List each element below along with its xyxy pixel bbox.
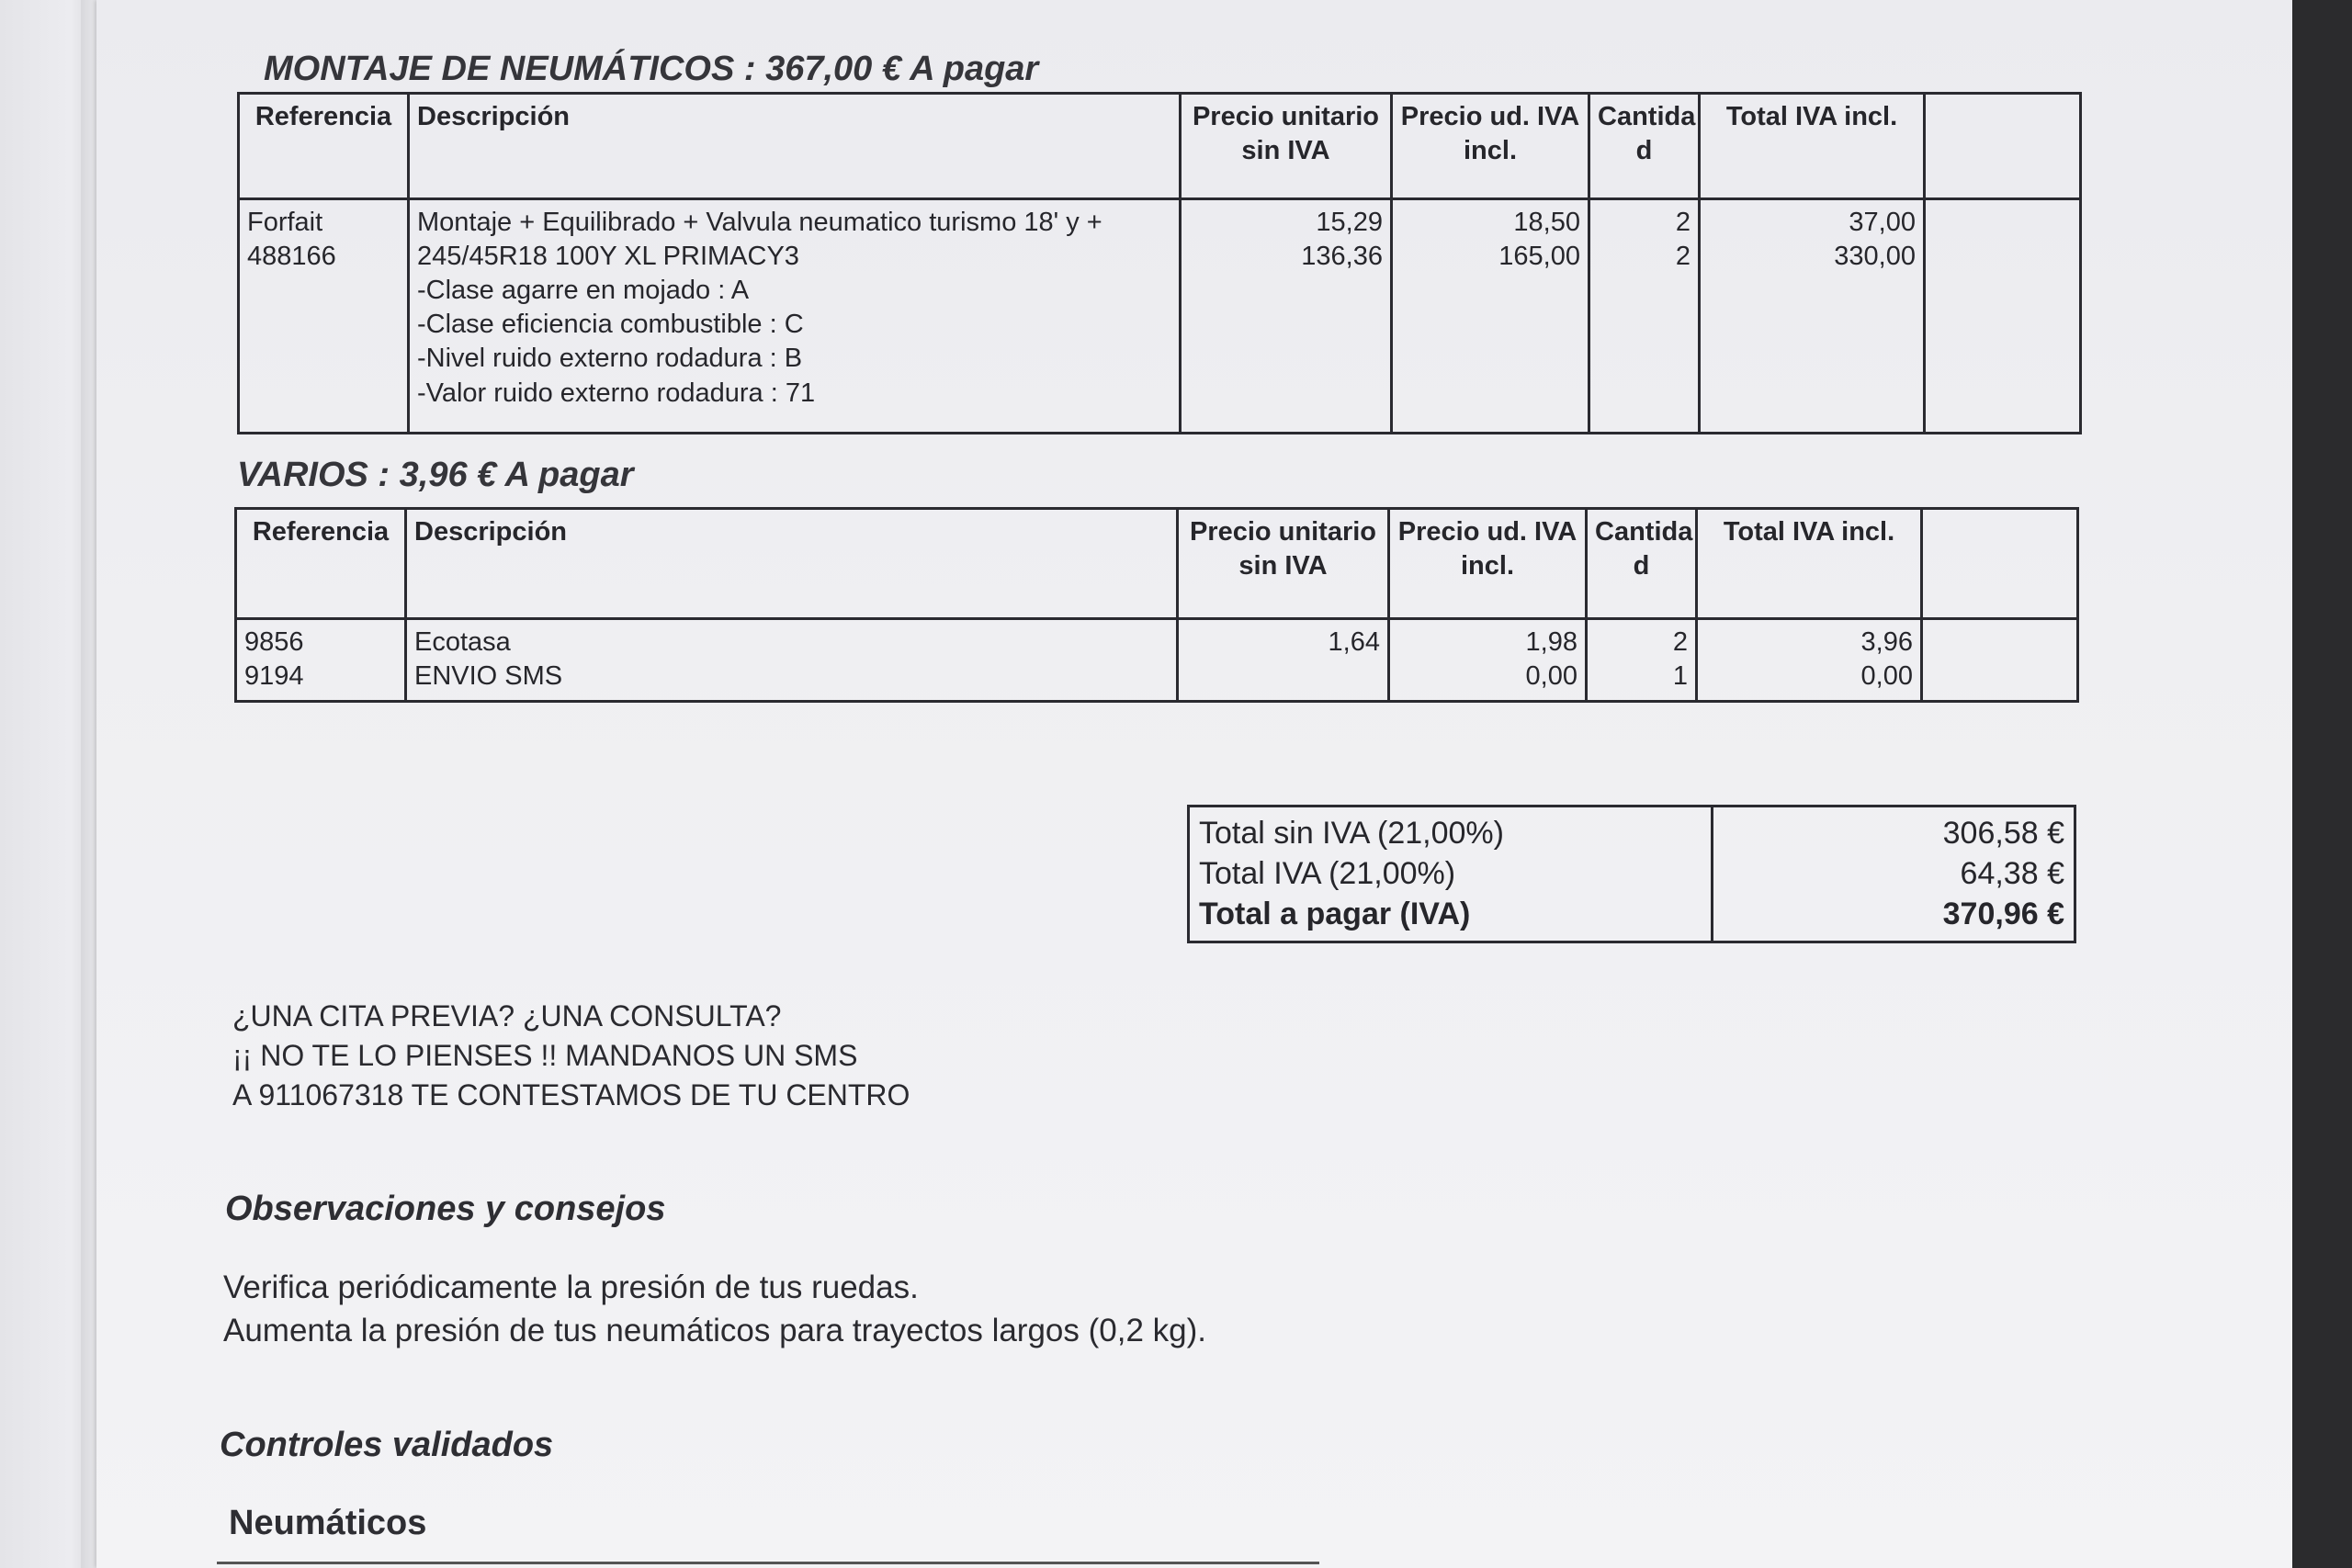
totals-values: 306,58 € 64,38 € 370,96 € bbox=[1713, 807, 2075, 942]
controles-heading: Controles validados bbox=[220, 1426, 554, 1464]
cell-cantidad: 2 2 bbox=[1589, 199, 1700, 434]
cell-empty bbox=[1922, 619, 2078, 702]
cell-referencia: Forfait 488166 bbox=[239, 199, 409, 434]
cell-total: 3,96 0,00 bbox=[1697, 619, 1922, 702]
totals-labels: Total sin IVA (21,00%) Total IVA (21,00%) Total a pagar (IVA) bbox=[1189, 807, 1713, 942]
header-total: Total IVA incl. bbox=[1697, 509, 1922, 619]
neumaticos-subheading: Neumáticos bbox=[229, 1504, 427, 1542]
promo-line: ¿UNA CITA PREVIA? ¿UNA CONSULTA? bbox=[232, 999, 782, 1032]
cell-referencia: 9856 9194 bbox=[236, 619, 406, 702]
header-cantidad: Cantida d bbox=[1587, 509, 1697, 619]
varios-header-row bbox=[236, 509, 2078, 619]
montaje-header-row bbox=[239, 94, 2081, 199]
varios-section-title: VARIOS : 3,96 € A pagar bbox=[237, 456, 634, 494]
header-total: Total IVA incl. bbox=[1700, 94, 1925, 199]
bottom-divider bbox=[217, 1562, 1319, 1564]
montaje-section-title: MONTAJE DE NEUMÁTICOS : 367,00 € A pagar bbox=[264, 50, 1039, 88]
cell-cantidad: 2 1 bbox=[1587, 619, 1697, 702]
totals-table bbox=[1187, 805, 2076, 943]
promo-block bbox=[232, 997, 910, 1116]
promo-line: A 911067318 TE CONTESTAMOS DE TU CENTRO bbox=[232, 1078, 910, 1112]
header-descripcion: Descripción bbox=[406, 509, 1178, 619]
header-precio-iva: Precio ud. IVA incl. bbox=[1392, 94, 1589, 199]
header-referencia: Referencia bbox=[236, 509, 406, 619]
cell-empty bbox=[1925, 199, 2081, 434]
cell-descripcion: Ecotasa ENVIO SMS bbox=[406, 619, 1178, 702]
observaciones-block bbox=[223, 1266, 1206, 1353]
header-precio-iva: Precio ud. IVA incl. bbox=[1389, 509, 1587, 619]
cell-precio-sin-iva: 15,29 136,36 bbox=[1181, 199, 1392, 434]
header-empty bbox=[1925, 94, 2081, 199]
cell-precio-sin-iva: 1,64 bbox=[1178, 619, 1389, 702]
observaciones-heading: Observaciones y consejos bbox=[225, 1190, 666, 1228]
header-cantidad: Cantida d bbox=[1589, 94, 1700, 199]
header-precio-sin-iva: Precio unitario sin IVA bbox=[1178, 509, 1389, 619]
promo-line: ¡¡ NO TE LO PIENSES !! MANDANOS UN SMS bbox=[232, 1039, 858, 1073]
header-descripcion: Descripción bbox=[409, 94, 1181, 199]
varios-table bbox=[234, 507, 2079, 703]
header-precio-sin-iva: Precio unitario sin IVA bbox=[1181, 94, 1392, 199]
header-empty bbox=[1922, 509, 2078, 619]
cell-precio-iva: 1,98 0,00 bbox=[1389, 619, 1587, 702]
observaciones-line: Verifica periódicamente la presión de tus ruedas. bbox=[223, 1269, 919, 1305]
totals-row bbox=[1189, 807, 2075, 942]
table-row bbox=[239, 199, 2081, 434]
table-row bbox=[236, 619, 2078, 702]
observaciones-line: Aumenta la presión de tus neumáticos para trayectos largos (0,2 kg). bbox=[223, 1313, 1206, 1349]
cell-descripcion: Montaje + Equilibrado + Valvula neumatico turismo 18' y + 245/45R18 100Y XL PRIMACY3 -Clase agarre en mojado : A -Clase eficiencia combustible : C -Nivel ruido externo rodadura : B -Valor ruido externo rodadura : 71 bbox=[409, 199, 1181, 434]
montaje-table bbox=[237, 92, 2082, 434]
invoice-sheet bbox=[96, 0, 2292, 1568]
header-referencia: Referencia bbox=[239, 94, 409, 199]
cell-precio-iva: 18,50 165,00 bbox=[1392, 199, 1589, 434]
cell-total: 37,00 330,00 bbox=[1700, 199, 1925, 434]
